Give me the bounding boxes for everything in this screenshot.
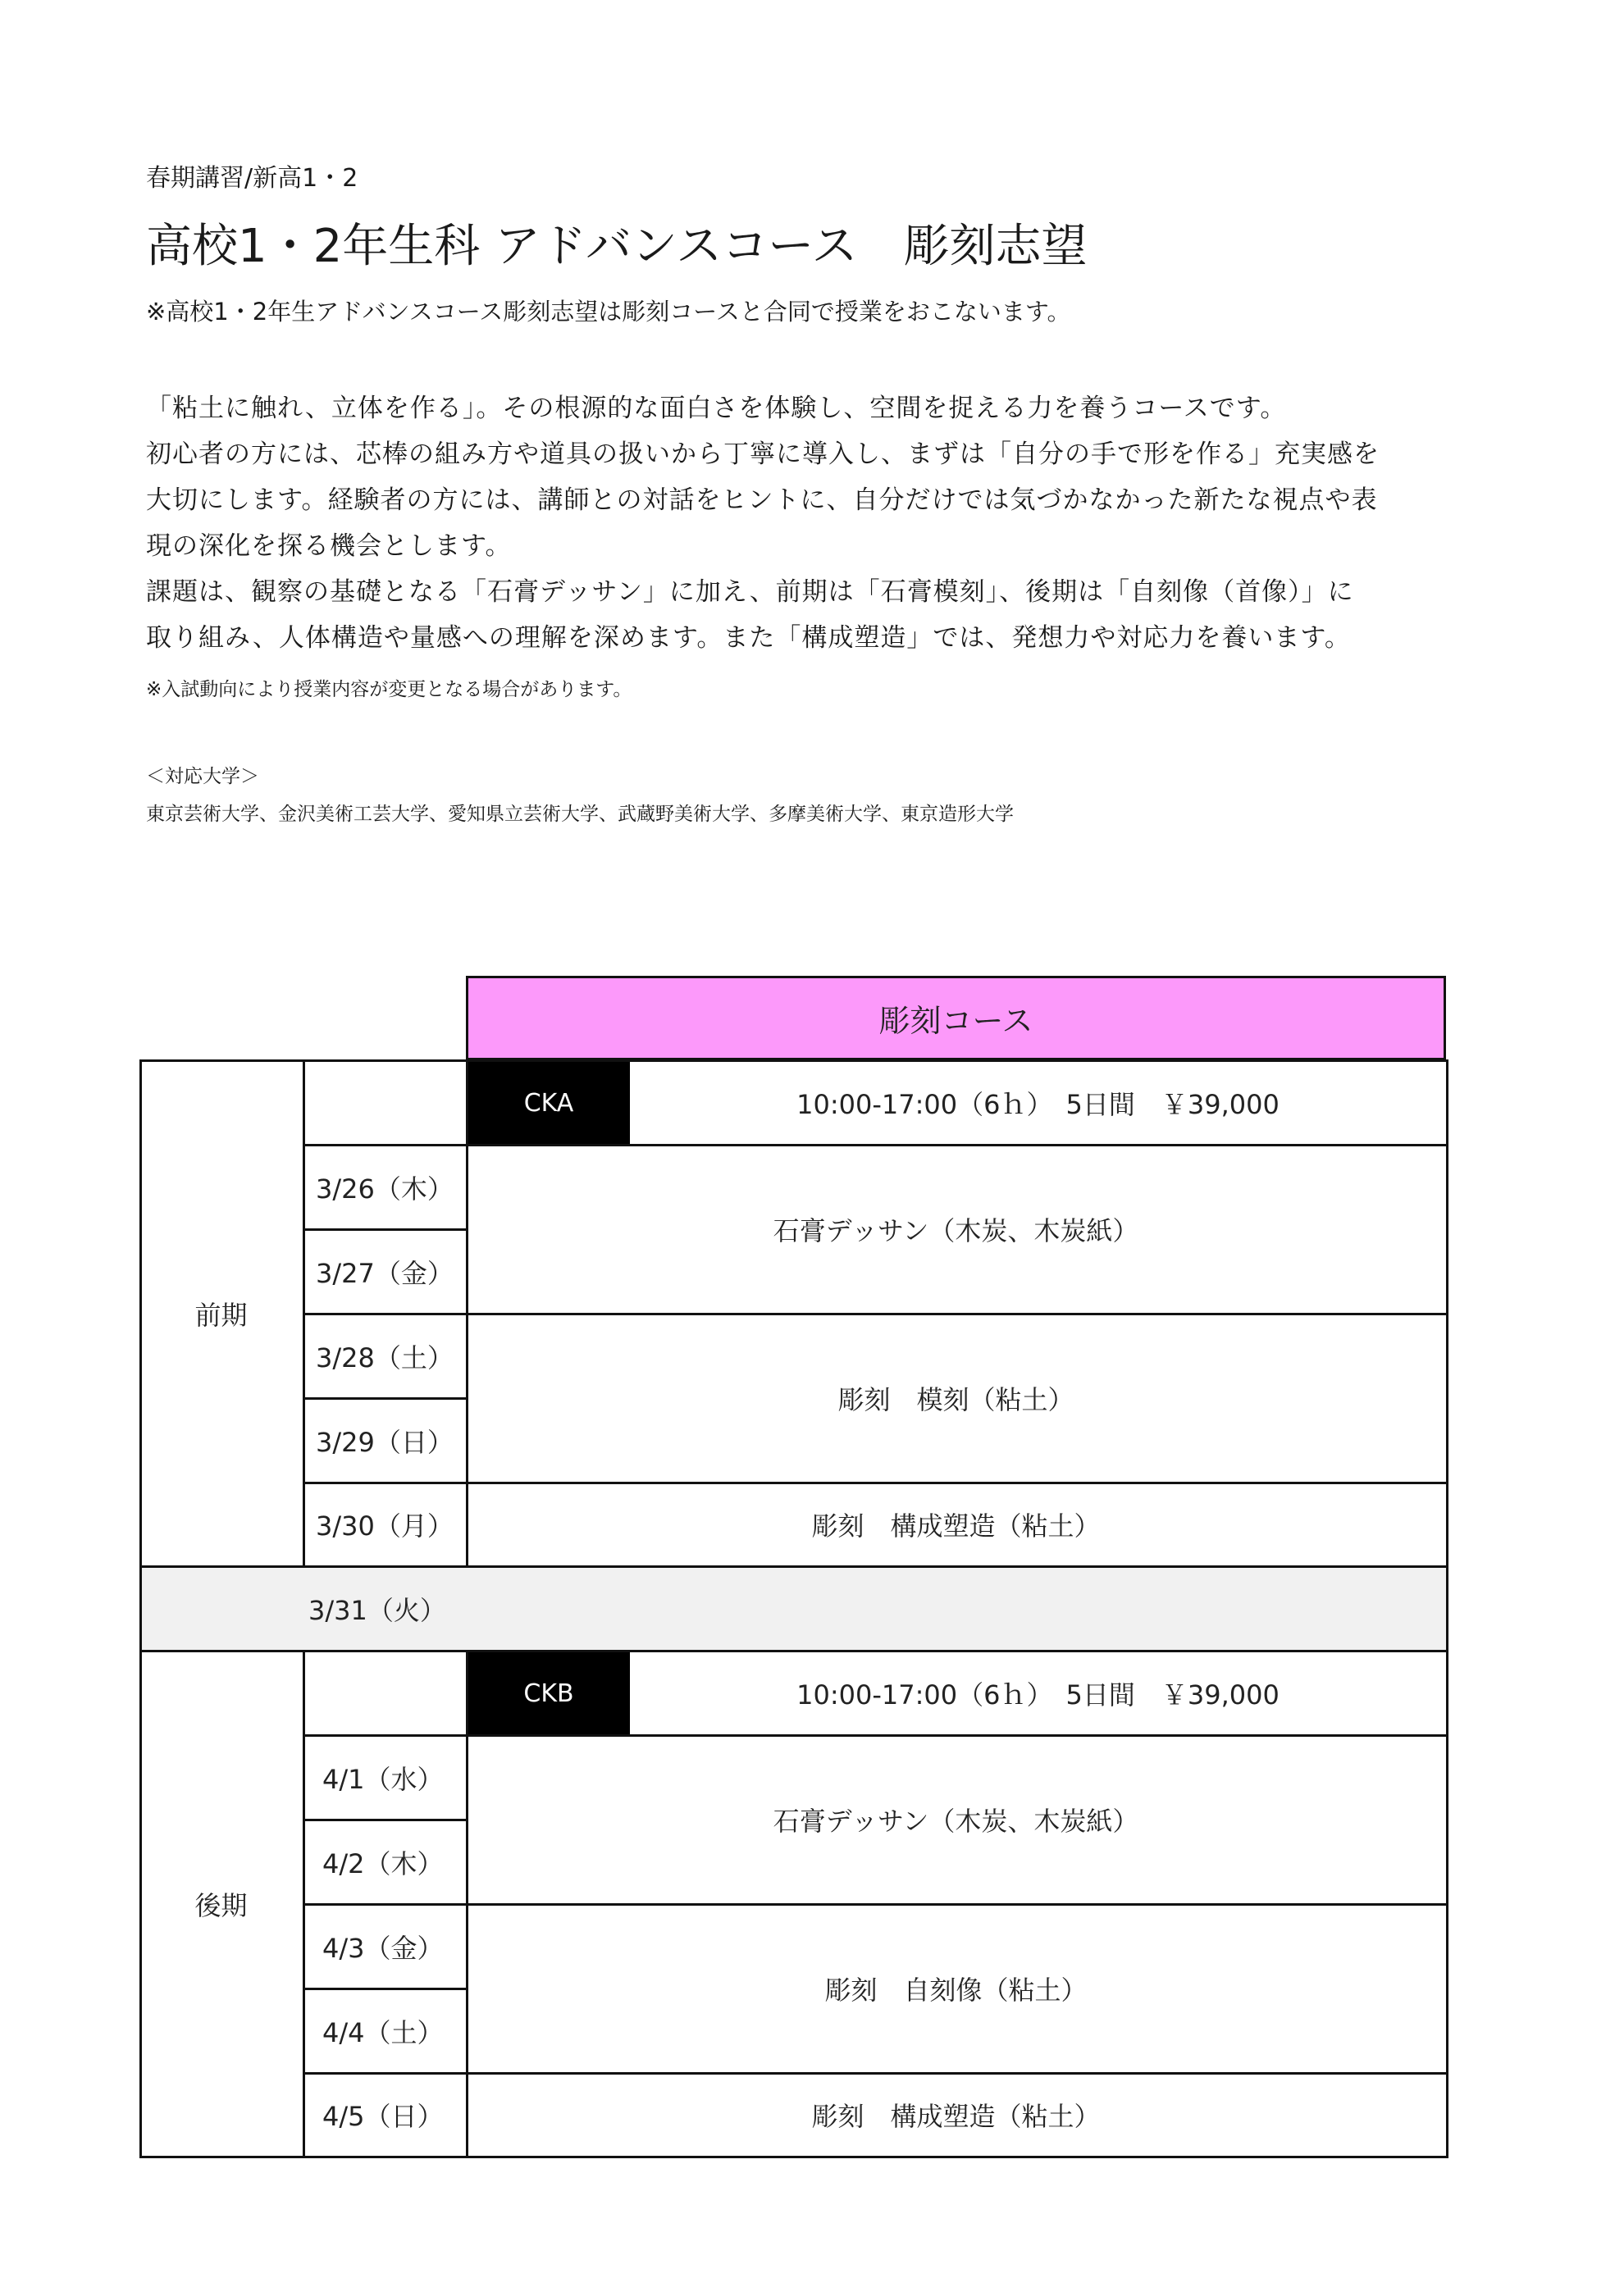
first-term-class: 彫刻 模刻（粘土） xyxy=(837,1384,1074,1415)
first-term-info: 10:00-17:00（6ｈ） 5日間 ￥39,000 xyxy=(796,1088,1280,1120)
description-line: 大切にします。経験者の方には、講師との対話をヒントに、自分だけでは気づかなかった新たな視点や表 xyxy=(146,485,1378,515)
second-term-date: 4/3（金） xyxy=(322,1932,444,1964)
table-rule xyxy=(303,1988,467,1990)
table-rule xyxy=(466,1650,468,2158)
table-rule xyxy=(139,2156,1448,2158)
second-term-class: 石膏デッサン（木炭、木炭紙） xyxy=(773,1806,1139,1837)
table-rule xyxy=(303,1397,467,1400)
table-rule xyxy=(139,1059,142,2158)
first-term-class: 彫刻 構成塑造（粘土） xyxy=(811,1510,1101,1542)
first-term-date: 3/26（木） xyxy=(316,1173,454,1205)
second-term-code-badge: CKB xyxy=(468,1652,630,1735)
table-rule xyxy=(466,1059,468,1568)
description-line: 課題は、観察の基礎となる「石膏デッサン」に加え、前期は「石膏模刻」、後期は「自刻像（首像）」に xyxy=(146,577,1354,607)
table-rule xyxy=(303,1144,1448,1146)
table-rule xyxy=(303,1650,305,2158)
table-rule xyxy=(303,1059,305,1568)
break-day-row: 3/31（火） xyxy=(139,1566,1446,1651)
second-term-date: 4/2（木） xyxy=(322,1847,444,1879)
universities-heading: ＜対応大学＞ xyxy=(146,766,259,787)
table-rule xyxy=(139,1650,1448,1652)
course-description xyxy=(146,385,1491,661)
description-line: 初心者の方には、芯棒の組み方や道具の扱いから丁寧に導入し、まずは「自分の手で形を作る」充実感を xyxy=(146,440,1380,469)
first-term-date: 3/30（月） xyxy=(316,1510,454,1542)
first-term-date: 3/29（日） xyxy=(316,1426,454,1458)
second-term-class: 彫刻 自刻像（粘土） xyxy=(824,1975,1088,2006)
universities-list: 東京芸術大学、金沢美術工芸大学、愛知県立芸術大学、武蔵野美術大学、多摩美術大学、東京造形大学 xyxy=(146,804,1014,825)
table-rule xyxy=(139,1059,1448,1062)
table-rule xyxy=(1446,1059,1448,2158)
table-rule xyxy=(303,1903,1448,1906)
second-term-info: 10:00-17:00（6ｈ） 5日間 ￥39,000 xyxy=(796,1679,1280,1711)
first-term-date: 3/28（土） xyxy=(316,1342,454,1374)
first-term-label: 前期 xyxy=(194,1299,248,1331)
table-rule xyxy=(303,2072,1448,2075)
page-title: 高校1・2年生科 アドバンスコース 彫刻志望 xyxy=(146,220,1088,273)
second-term-label: 後期 xyxy=(194,1889,248,1921)
description-line: 取り組み、人体構造や量感への理解を深めます。また「構成塑造」では、発想力や対応力を養います。 xyxy=(146,623,1351,653)
course-header: 彫刻コース xyxy=(466,976,1446,1060)
second-term-class: 彫刻 構成塑造（粘土） xyxy=(811,2101,1101,2132)
first-term-class: 石膏デッサン（木炭、木炭紙） xyxy=(773,1215,1139,1246)
table-rule xyxy=(303,1734,1448,1737)
table-rule xyxy=(303,1313,1448,1315)
table-rule xyxy=(303,1228,467,1231)
second-term-date: 4/4（土） xyxy=(322,2016,444,2048)
description-line: 現の深化を探る機会とします。 xyxy=(146,531,512,561)
table-rule xyxy=(139,1565,1448,1568)
second-term-date: 4/1（水） xyxy=(322,1763,444,1795)
description-line: 「粘土に触れ、立体を作る」。その根源的な面白さを体験し、空間を捉える力を養うコースです。 xyxy=(146,394,1287,423)
content-change-note: ※入試動向により授業内容が変更となる場合があります。 xyxy=(146,679,632,700)
page-subtitle: 春期講習/新高1・2 xyxy=(146,164,358,193)
second-term-date: 4/5（日） xyxy=(322,2101,444,2132)
table-rule xyxy=(303,1482,1448,1484)
table-rule xyxy=(303,1819,467,1821)
first-term-code-badge: CKA xyxy=(468,1062,630,1145)
first-term-date: 3/27（金） xyxy=(316,1257,454,1289)
joint-class-note: ※高校1・2年生アドバンスコース彫刻志望は彫刻コースと合同で授業をおこないます。 xyxy=(146,298,1071,326)
